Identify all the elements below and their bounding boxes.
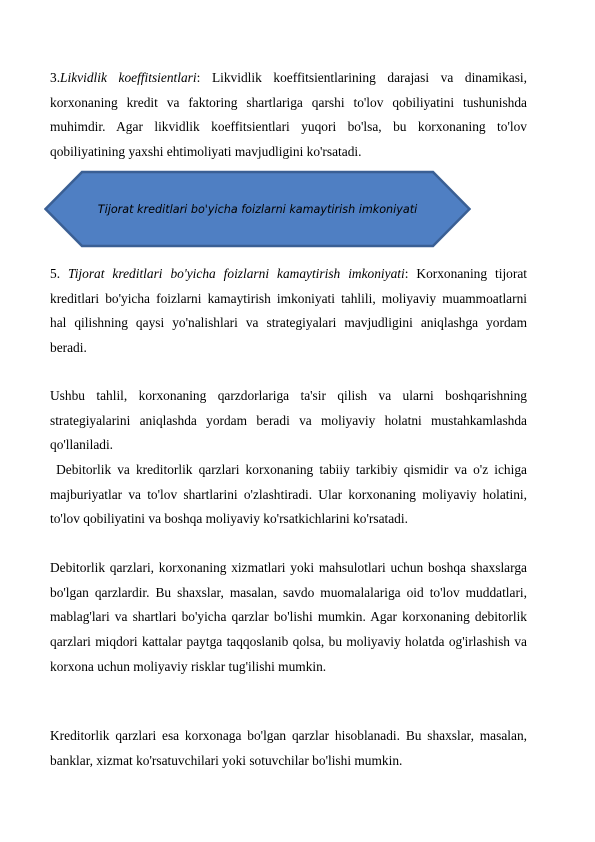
paragraph-term: Tijorat kreditlari bo'yicha foizlarni kamaytirish imkoniyati bbox=[68, 266, 405, 281]
paragraph-number: 5. bbox=[50, 266, 68, 281]
paragraph-liquidity-ratios bbox=[50, 66, 527, 165]
paragraph-receivables: Debitorlik qarzlari, korxonaning xizmatlari yoki mahsulotlari uchun boshqa shaxslarga bo'lgan qarzlardir. Bu shaxslar, masalan, savdo muomalalariga oid to'lov muddatlari, mablag'lari va shartlari bo'yicha qarzlar bo'lishi mumkin. Agar korxonaning debitorlik qarzlari miqdori kattalar paytga taqqoslanib qolsa, bu moliyaviy holatda og'irlashish va korxona uchun moliyaviy risklar tug'ilishi mumkin. bbox=[50, 560, 527, 674]
paragraph-interest-reduction bbox=[50, 262, 527, 361]
paragraph-term: Likvidlik koeffitsientlari bbox=[60, 70, 197, 85]
paragraph-body: : Korxonaning tijorat kreditlari bo'yicha foizlarni kamaytirish imkoniyati tahlili, moliyaviy muammoatlarni hal qilishning qaysi yo'nalishlari va strategiyalari mavjudligini aniqlashga yordam beradi. bbox=[50, 266, 528, 356]
banner-label: Tijorat kreditlari bo'yicha foizlarni kamaytirish imkoniyati bbox=[97, 202, 418, 216]
paragraph-payables: Kreditorlik qarzlari esa korxonaga bo'lgan qarzlar hisoblanadi. Bu shaxslar, masalan, banklar, xizmat ko'rsatuvchilari yoki sotuvchilar bo'lishi mumkin. bbox=[50, 728, 527, 768]
paragraph-number: 3. bbox=[50, 70, 61, 85]
paragraph-receivables-payables: Debitorlik va kreditorlik qarzlari korxonaning tabiiy tarkibiy qismidir va o'z ichiga majburiyatlar va to'lov shartlarini o'zlashtiradi. Ular korxonaning moliyaviy holatini, to'lov qobiliyatini va boshqa moliyaviy ko'rsatkichlarini ko'rsatadi. bbox=[50, 462, 531, 527]
paragraph-analysis: Ushbu tahlil, korxonaning qarzdorlariga ta'sir qilish va ularni boshqarishning strategiyalarini aniqlashda yordam beradi va moliyaviy holatni mustahkamlashda qo'llaniladi. bbox=[50, 388, 527, 453]
paragraph-body: : Likvidlik koeffitsientlarining darajasi va dinamikasi, korxonaning kredit va faktoring shartlariga qarshi to'lov qobiliyatini tushunishda muhimdir. Agar likvidlik koeffitsientlari yuqori bo'lsa, bu korxonaning to'lov qobiliyatining yaxshi ehtimoliyati mavjudligini ko'rsatadi. bbox=[50, 70, 528, 160]
